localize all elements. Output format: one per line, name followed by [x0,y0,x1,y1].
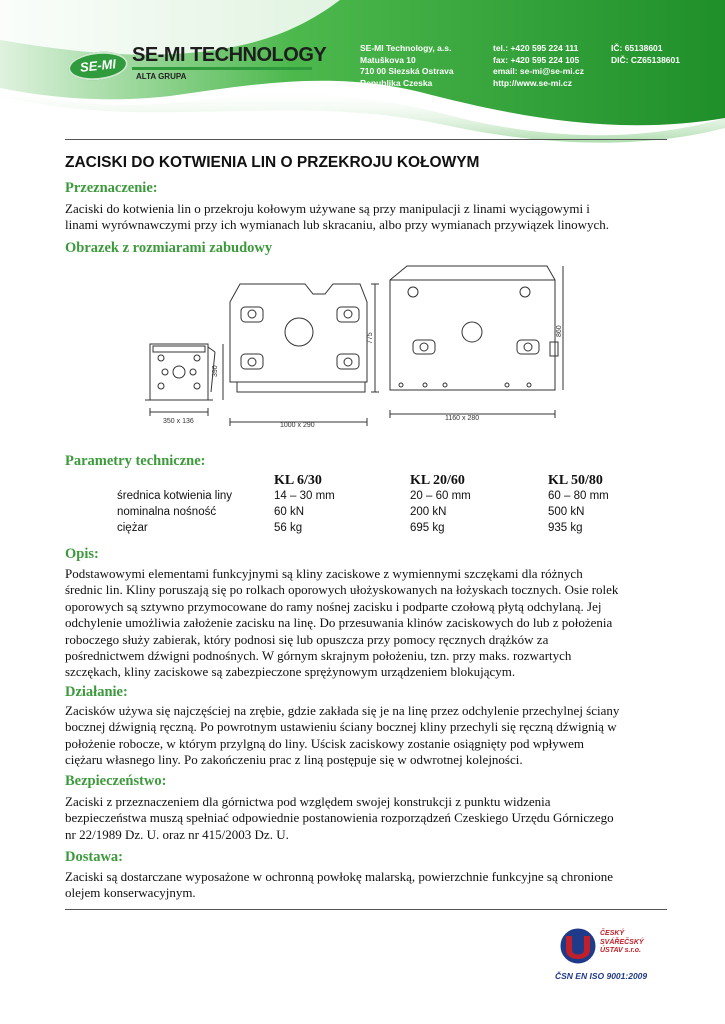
section-heading-purpose: Przeznaczenie: [65,180,158,196]
text-line: ciężaru własnego liny. Po zakończeniu prac z liną postępuje się w odwrotnej kolejności. [65,752,523,768]
text-line: pośrednictwem dźwigni podnośnych. W górnym skrajnym położeniu, tzn. przy maks. rozwartych [65,648,572,664]
company-ids [611,43,680,66]
param-row-label: ciężar [117,522,148,534]
text-line: Zacisków używa się najczęściej na zrębie, gdzie zakłada się je na linę przez odchylenie przechylnej ściany [65,703,620,718]
cert-line: SVÁŘEČSKÝ [600,938,644,946]
iso-certification: ČSN EN ISO 9001:2009 [555,971,648,981]
param-column-header: KL 20/60 [410,473,465,488]
company-logo-subtitle: ALTA GRUPA [136,72,187,81]
operation-text [65,703,668,769]
company-address [360,43,454,89]
param-value: 60 kN [274,506,305,518]
param-row-label: średnica kotwienia liny [117,490,233,502]
drawing-clamp-large [390,266,563,418]
drawing-clamp-medium [230,284,379,426]
technical-drawing [145,262,565,440]
text-line: Podstawowymi elementami funkcyjnymi są kliny zaciskowe z wymiennymi szczękami dla różnych [65,566,583,581]
param-value: 14 – 30 mm [274,490,335,502]
fax-number: fax: +420 595 224 105 [493,54,580,65]
param-column-header: KL 6/30 [274,473,322,488]
param-value: 20 – 60 mm [410,490,471,502]
cert-line: ÚSTAV s.r.o. [600,947,641,954]
delivery-text [65,869,668,902]
text-line: nr 22/1989 Dz. U. oraz nr 415/2003 Dz. U. [65,826,289,842]
footer-divider [65,909,667,910]
section-heading-delivery: Dostawa: [65,849,123,865]
header-divider [65,139,667,140]
email-link[interactable]: email: se-mi@se-mi.cz [493,66,584,76]
param-value: 56 kg [274,522,303,534]
description-text [65,566,668,681]
param-column-header: KL 50/80 [548,473,603,488]
text-line: roboczego służy zabierak, który podnosi się lub opuszcza przy pomocy ręcznych drążków za [65,631,549,647]
section-heading-operation: Działanie: [65,684,128,700]
param-value: 935 kg [548,522,583,534]
dimension-label: 390 [212,365,219,377]
text-line: olejem konserwacyjnym. [65,885,196,901]
param-value: 500 kN [548,506,585,518]
website-link[interactable]: http://www.se-mi.cz [493,77,573,88]
company-logo-badge: SE-MI [67,49,130,83]
company-logo-title: SE-MI TECHNOLOGY [132,44,327,66]
cert-line: ČESKÝ [600,930,625,937]
drawing-clamp-small [145,344,223,416]
text-line: położenie robocze, w którym przylgną do liny. Uścisk zaciskowy zostanie osiągnięty pod wpływem [65,735,585,751]
text-line: bocznej dźwignią ręczną. Po powrotnym ustawieniu ściany bocznej kliny przechyli się ręczną dźwignią w [65,719,617,735]
company-contact [493,43,584,89]
address-line: Matuškova 10 [360,54,416,65]
section-heading-description: Opis: [65,546,99,562]
phone-number: tel.: +420 595 224 111 [493,43,579,53]
text-line: Zaciski są dostarczane wyposażone w ochronną powłokę malarską, powierzchnie funkcyjne są chronione [65,869,613,884]
text-line: Zaciski do kotwienia lin o przekroju kołowym używane są przy manipulacji z linami wyciągowymi i [65,201,590,216]
section-heading-params: Parametry techniczne: [65,453,206,469]
address-line: SE-MI Technology, a.s. [360,43,452,53]
address-line: Republika Czeska [360,77,433,88]
address-line: 710 00 Slezská Ostrava [360,66,454,76]
text-line: średnic lin. Kliny poruszają się po rolkach oporowych ułożyskowanych na łożyskach tocznych. Osie rolek [65,582,619,598]
section-heading-safety: Bezpieczeństwo: [65,773,167,789]
text-line: bezpieczeństwa muszą spełniać odpowiednie postanowienia rozporządzeń Czeskiego Urzędu Górniczego [65,810,614,826]
logo-underline [132,67,312,70]
company-id: IČ: 65138601 [611,43,663,53]
param-value: 60 – 80 mm [548,490,609,502]
purpose-text [65,201,668,234]
dimension-label: 350 x 136 [163,418,194,425]
certification-logo-icon [558,926,598,966]
dimension-label: 1160 x 280 [445,415,480,422]
text-line: linami wyrównawczymi przy ich wymianach lub skracaniu, albo przy wymianach przywiązek linowych. [65,217,610,233]
param-value: 695 kg [410,522,445,534]
safety-text [65,794,668,843]
text-line: oporowych są sztywno przymocowane do ramy nośnej zacisku i podparte czołową płytą odchylaną. Jej [65,598,602,614]
dimension-label: 860 [556,325,563,337]
certification-name [600,930,644,956]
param-value: 200 kN [410,506,447,518]
text-line: odchylenie umożliwia założenie zacisku na linę. Do przesuwania klinów zaciskowych do lub z położenia [65,615,613,631]
text-line: Zaciski z przeznaczeniem dla górnictwa pod względem swojej konstrukcji z punktu widzenia [65,794,551,809]
company-vat-id: DIČ: CZ65138601 [611,54,680,65]
page-title: ZACISKI DO KOTWIENIA LIN O PRZEKROJU KOŁOWYM [65,154,480,171]
text-line: szczękach, kliny zaciskowe są zabezpieczone sprężynowym urządzeniem blokującym. [65,664,516,680]
section-heading-drawing: Obrazek z rozmiarami zabudowy [65,240,273,256]
param-row-label: nominalna nośność [117,506,217,518]
dimension-label: 1000 x 290 [280,422,315,429]
dimension-label: 775 [367,332,374,344]
